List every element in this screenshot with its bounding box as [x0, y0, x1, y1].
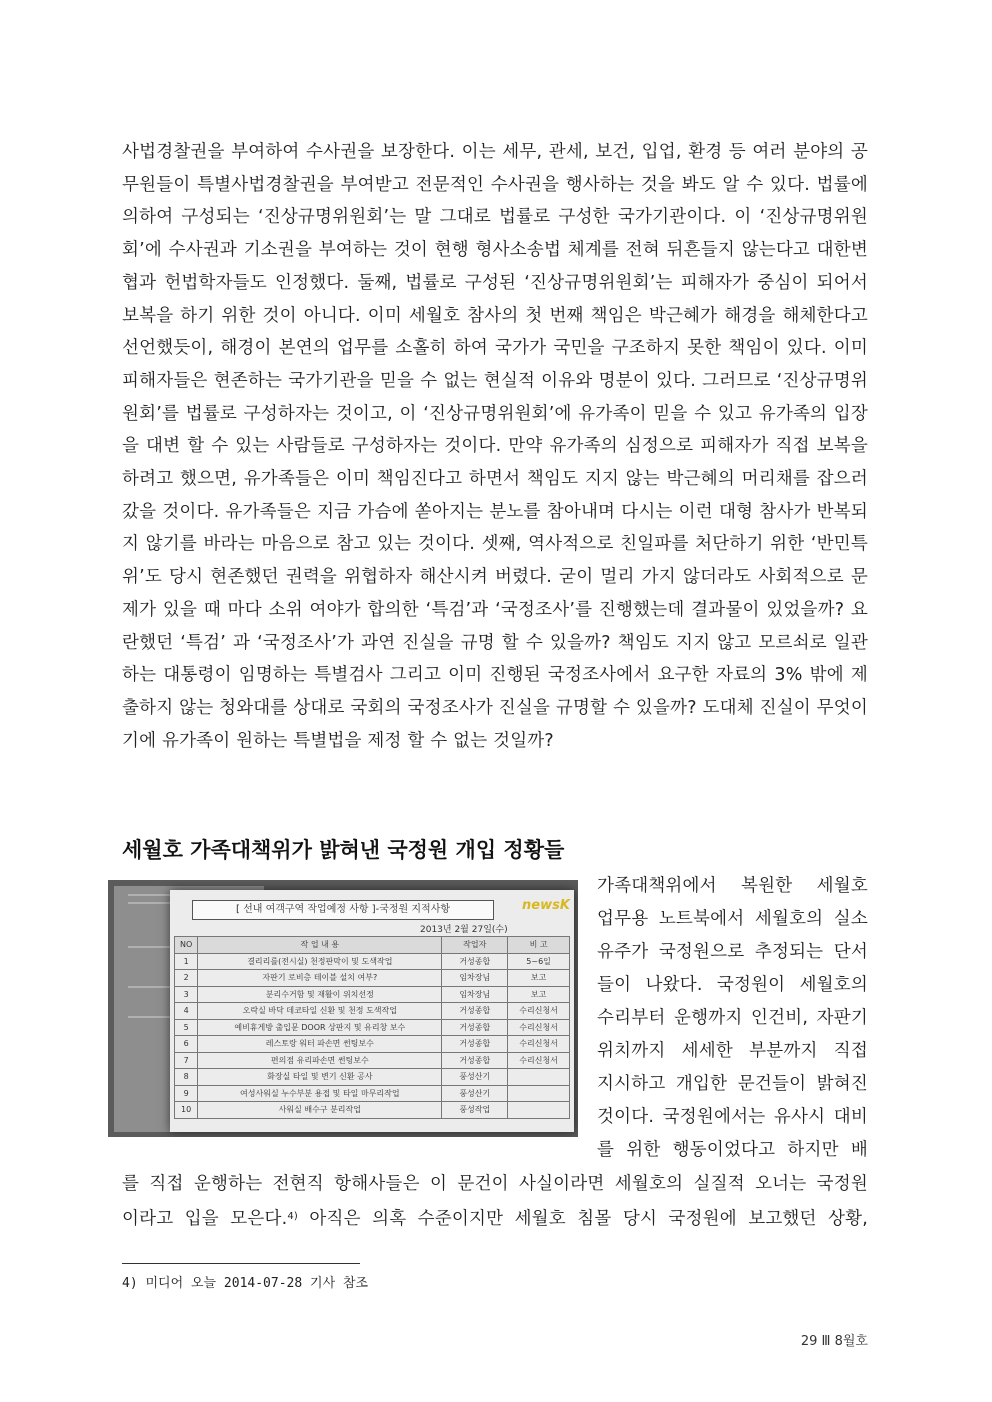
cell: 거성종합 [442, 1036, 508, 1053]
cell: 자판기 로비층 테이블 설치 여부? [198, 970, 442, 987]
cell: 레스토랑 워터 파손면 썬팅보수 [198, 1036, 442, 1053]
cell: 거성종합 [442, 1019, 508, 1036]
cell: 거성종합 [442, 1052, 508, 1069]
work-schedule-card [170, 890, 574, 1132]
page-number: 29 Ⅲ 8월호 [800, 1334, 868, 1349]
cell: 5~6일 [508, 953, 570, 970]
table-row [175, 1085, 570, 1102]
cell: 7 [175, 1052, 198, 1069]
section-heading: 세월호 가족대책위가 밝혀낸 국정원 개입 정황들 [122, 838, 565, 862]
footnote-rule [122, 1263, 360, 1264]
cell: 4 [175, 1003, 198, 1020]
cell: 9 [175, 1085, 198, 1102]
cell: 2 [175, 970, 198, 987]
cell: 5 [175, 1019, 198, 1036]
cell: 임차장님 [442, 970, 508, 987]
body-line: 를 직접 운행하는 전현직 항해사들은 이 문건이 사실이라면 세월호의 실질적 오너는 국정원 [122, 1174, 868, 1194]
cell: 8 [175, 1069, 198, 1086]
cell [508, 1102, 570, 1119]
table-header-row [175, 937, 570, 954]
table-row [175, 986, 570, 1003]
card-date: 2013년 2월 27일(수) [420, 925, 508, 935]
table-row [175, 1102, 570, 1119]
cell: 사워실 배수구 분리작업 [198, 1102, 442, 1119]
table-row [175, 1069, 570, 1086]
cell: 편의점 유리파손면 썬팅보수 [198, 1052, 442, 1069]
cell: 수리신청서 [508, 1019, 570, 1036]
cell: 오락실 바닥 데코타일 신환 및 천정 도색작업 [198, 1003, 442, 1020]
table-row [175, 1003, 570, 1020]
cell: 6 [175, 1036, 198, 1053]
cell: 수리신청서 [508, 1003, 570, 1020]
cell: 풍성작업 [442, 1102, 508, 1119]
document-photo [108, 880, 578, 1137]
wrap-line: 업무용 노트북에서 세월호의 실소 [597, 909, 868, 929]
cell: 화장실 타일 및 변기 신환 공사 [198, 1069, 442, 1086]
cell: 풍성산기 [442, 1069, 508, 1086]
cell: 보고 [508, 986, 570, 1003]
wrap-line: 가족대책위에서 복원한 세월호 [597, 876, 868, 896]
table-row [175, 970, 570, 987]
wrap-line: 지시하고 개입한 문건들이 밝혀진 [597, 1074, 868, 1094]
footnote: 4) 미디어 오늘 2014-07-28 기사 참조 [122, 1276, 369, 1291]
cell: 여성사워실 누수부분 용접 및 타일 마무리작업 [198, 1085, 442, 1102]
body-line [122, 1201, 868, 1236]
cell [508, 1069, 570, 1086]
cell: 1 [175, 953, 198, 970]
card-title: [ 선내 여객구역 작업예정 사항 ]-국정원 지적사항 [192, 900, 494, 920]
cell: 거성종합 [442, 953, 508, 970]
wrap-line: 를 위한 행동이었다고 하지만 배 [597, 1140, 868, 1160]
table-row [175, 1036, 570, 1053]
cell: 거성종합 [442, 1003, 508, 1020]
table-row [175, 953, 570, 970]
cell: 분리수거함 및 재활이 위치선정 [198, 986, 442, 1003]
cell: 예비휴게방 출입문 DOOR 상판지 및 유리창 보수 [198, 1019, 442, 1036]
work-table [174, 936, 570, 1119]
cell: 풍성산기 [442, 1085, 508, 1102]
wrap-line: 것이다. 국정원에서는 유사시 대비 [597, 1107, 868, 1127]
table-row [175, 1052, 570, 1069]
header-task: 작 업 내 용 [198, 937, 442, 954]
cell: 결리리를(전시실) 천정판막이 및 도색작업 [198, 953, 442, 970]
cell: 보고 [508, 970, 570, 987]
header-no: NO [175, 937, 198, 954]
wrap-line: 유주가 국정원으로 추정되는 단서 [597, 942, 868, 962]
cell [508, 1085, 570, 1102]
wrap-line: 수리부터 운행까지 인건비, 자판기 [597, 1008, 868, 1028]
body-paragraph: 사법경찰권을 부여하여 수사권을 보장한다. 이는 세무, 관세, 보건, 입업, 환경 등 여러 분야의 공무원들이 특별사법경찰권을 부여받고 전문적인 수사권을 행사하는 것을 봐도 알 수 있다. 법률에 의하여 구성되는 ‘진상규명위원회’는 말 그대로 법률로 구성한 국가기관이다. 이 ‘진상규명위원회’에 수사권과 기소권을 부여하는 것이 현행 형사소송법 체계를 전혀 뒤흔들지 않는다고 대한변협과 헌법학자들도 인정했다. 둘째, 법률로 구성된 ‘진상규명위원회’는 피해자가 중심이 되어서 보복을 하기 위한 것이 아니다. 이미 세월호 참사의 첫 번째 책임은 박근혜가 해경을 해체한다고 선언했듯이, 해경이 본연의 업무를 소홀히 하여 국가가 국민을 구조하지 못한 책임이 있다. 이미 피해자들은 현존하는 국가기관을 믿을 수 없는 현실적 이유와 명분이 있다. 그러므로 ‘진상규명위원회’를 법률로 구성하자는 것이고, 이 ‘진상규명위원회’에 유가족이 믿을 수 있고 유가족의 입장을 대변 할 수 있는 사람들로 구성하자는 것이다. 만약 유가족의 심정으로 피해자가 직접 보복을 하려고 했으면, 유가족들은 이미 책임진다고 하면서 책임도 지지 않는 박근혜의 머리채를 잡으러 갔을 것이다. 유가족들은 지금 가슴에 쏟아지는 분노를 참아내며 다시는 이런 대형 참사가 반복되지 않기를 바라는 마음으로 참고 있는 것이다. 셋째, 역사적으로 친일파를 처단하기 위한 ‘반민특위’도 당시 현존했던 권력을 위협하자 해산시켜 버렸다. 굳이 멀리 가지 않더라도 사회적으로 문제가 있을 때 마다 소위 여야가 합의한 ‘특검’과 ‘국정조사’를 진행했는데 결과물이 있었을까? 요란했던 ‘특검’ 과 ‘국정조사’가 과연 진실을 규명 할 수 있을까? 책임도 지지 않고 모르쇠로 일관하는 대통령이 임명하는 특별검사 그리고 이미 진행된 국정조사에서 요구한 자료의 3% 밖에 제출하지 않는 청와대를 상대로 국회의 국정조사가 진실을 규명할 수 있을까? 도대체 진실이 무엇이기에 유가족이 원하는 특별법을 제정 할 수 없는 것일까? [122, 142, 868, 751]
cell: 수리신청서 [508, 1052, 570, 1069]
body-text: 아직은 의혹 수준이지만 세월호 침몰 당시 국정원에 보고했던 상황, [298, 1209, 868, 1229]
cell: 3 [175, 986, 198, 1003]
cell: 임차장님 [442, 986, 508, 1003]
news-logo: newsK [522, 898, 570, 913]
table-row [175, 1019, 570, 1036]
footnote-marker[interactable]: 4) [287, 1211, 299, 1222]
cell: 수리신청서 [508, 1036, 570, 1053]
cell: 10 [175, 1102, 198, 1119]
wrap-line: 들이 나왔다. 국정원이 세월호의 [597, 975, 868, 995]
header-worker: 작업자 [442, 937, 508, 954]
body-text: 이라고 입을 모은다. [122, 1209, 288, 1229]
header-note: 비 고 [508, 937, 570, 954]
wrap-line: 위치까지 세세한 부분까지 직접 [597, 1041, 868, 1061]
